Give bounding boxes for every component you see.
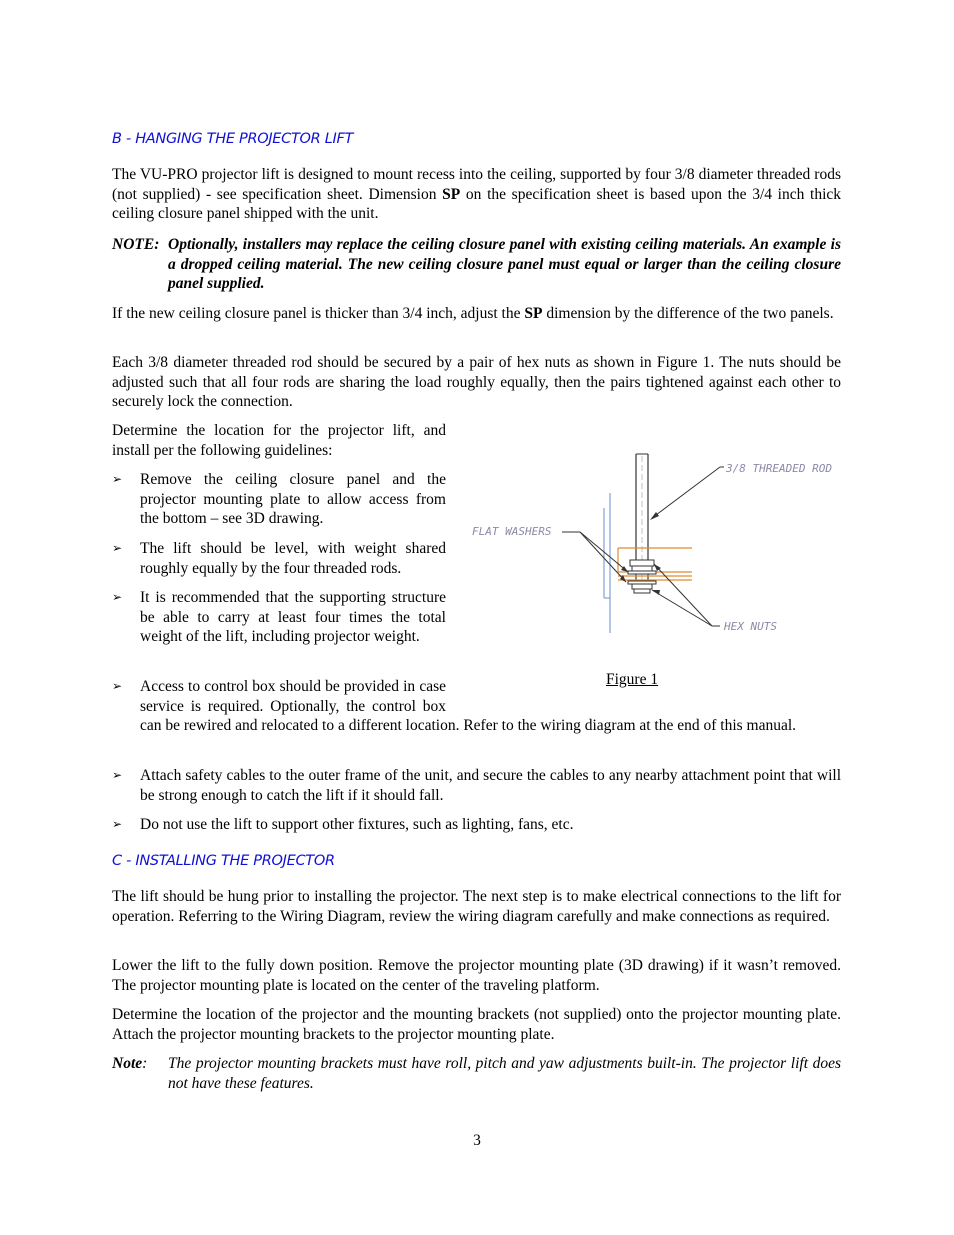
bullet-arrow-icon: ➢ xyxy=(112,817,123,831)
rod-leader-line xyxy=(652,467,720,518)
flat-washer-upper xyxy=(628,571,656,574)
note-text: The projector mounting brackets must have roll, pitch and yaw adjustments built-in. The projector lift does not have these features. xyxy=(168,1055,841,1092)
p1-text-c: on the specification sheet is based upon the 3/4 inch thick ceiling closure panel shipped with the unit. xyxy=(112,185,842,223)
p2-text-a: If the new ceiling closure panel is thicker than 3/4 inch, adjust the xyxy=(112,305,525,322)
bullet-item xyxy=(112,677,841,736)
bullet-text: Remove the ceiling closure panel and the projector mounting plate to allow access from the bottom – see 3D drawing. xyxy=(140,471,446,528)
bullet-text: Do not use the lift to support other fixtures, such as lighting, fans, etc. xyxy=(140,816,574,833)
section-b-paragraph-4: Determine the location for the projector lift, and install per the following guidelines: xyxy=(112,422,446,459)
section-c-heading: C - INSTALLING THE PROJECTOR xyxy=(112,853,335,869)
bullet-text: It is recommended that the supporting structure be able to carry at least four times the total weight of the lift, including projector weight. xyxy=(140,589,446,646)
note-label xyxy=(112,1054,147,1074)
note-text: Optionally, installers may replace the ceiling closure panel with existing ceiling materials. An example is a dropped ceiling material. The new ceiling closure panel must equal or larger than the ceiling closure panel supplied. xyxy=(168,236,841,293)
section-b-note xyxy=(112,235,841,294)
bullet-text: Attach safety cables to the outer frame of the unit, and secure the cables to any nearby attachment point that will be strong enough to catch the lift if it should fall. xyxy=(140,767,841,804)
section-c-paragraph-2: Lower the lift to the fully down position. Remove the projector mounting plate (3D drawing) if it wasn’t removed. The projector mounting plate is located on the center of the traveling platform. xyxy=(112,957,841,994)
p2-text-c: dimension by the difference of the two panels. xyxy=(542,305,834,322)
hex-nut-lower-1 xyxy=(632,584,652,589)
bullet-arrow-icon: ➢ xyxy=(112,590,123,604)
bullet-arrow-icon: ➢ xyxy=(112,472,123,486)
note-label: NOTE: xyxy=(112,236,160,253)
nut-leader-1 xyxy=(654,564,712,626)
label-threaded-rod: 3/8 THREADED ROD xyxy=(726,462,832,475)
note-label-word: Note xyxy=(112,1055,143,1072)
bullet-item xyxy=(112,539,446,578)
hex-nut-upper-1 xyxy=(630,560,654,566)
bullet-arrow-icon: ➢ xyxy=(112,679,123,693)
section-b-paragraph-1 xyxy=(112,165,841,224)
section-b-paragraph-3: Each 3/8 diameter threaded rod should be secured by a pair of hex nuts as shown in Figure 1. The nuts should be adjusted such that all four rods are sharing the load roughly equally, then the pairs tightened against each other to securely lock the connection. xyxy=(112,354,841,411)
figure-1-drawing xyxy=(462,448,852,648)
hex-nut-lower-2 xyxy=(634,589,650,593)
page-number: 3 xyxy=(473,1132,481,1149)
p1-text-a: The VU-PRO projector lift is designed to mount recess into the ceiling, supported by four 3/8 diameter threaded rods (not supplied) - see specification sheet. Dimension xyxy=(112,166,841,203)
bullet-item xyxy=(112,470,446,529)
bullet-item xyxy=(112,588,446,647)
bullet-text: The lift should be level, with weight shared roughly equally by the four threaded rods. xyxy=(140,540,446,577)
bullet-arrow-icon: ➢ xyxy=(112,541,123,555)
section-b-heading: B - HANGING THE PROJECTOR LIFT xyxy=(112,131,354,147)
nut-leader-2 xyxy=(652,590,712,626)
washer-leader-2 xyxy=(580,532,626,582)
label-flat-washers: FLAT WASHERS xyxy=(472,525,552,538)
sp-dimension-2: SP xyxy=(524,305,543,322)
label-hex-nuts: HEX NUTS xyxy=(724,620,777,633)
bullet-text xyxy=(140,677,841,736)
nut-arrow-2 xyxy=(652,590,660,595)
section-c-paragraph-3: Determine the location of the projector and the mounting brackets (not supplied) onto the projector mounting plate. Attach the projector mounting brackets to the projector mounting plate. xyxy=(112,1006,841,1043)
section-c-paragraph-1: The lift should be hung prior to installing the projector. The next step is to make electrical connections to the lift for operation. Referring to the Wiring Diagram, review the wiring diagram carefully and make connections as required. xyxy=(112,888,841,925)
section-c-note xyxy=(112,1054,841,1093)
sp-dimension: SP xyxy=(442,185,461,203)
bullet-item xyxy=(112,766,841,805)
figure-1-caption: Figure 1 xyxy=(606,671,659,688)
hex-nut-upper-2 xyxy=(632,566,652,571)
note-label-colon: : xyxy=(142,1055,148,1072)
bullet-item xyxy=(112,815,841,835)
bullet-text-content: Access to control box should be provided in case service is required. Optionally, the control box can be rewired and relocated to a different location. Refer to the wiring diagram at the end of this manual. xyxy=(140,678,797,735)
bullet-arrow-icon: ➢ xyxy=(112,768,123,782)
section-b-paragraph-2 xyxy=(112,304,841,324)
